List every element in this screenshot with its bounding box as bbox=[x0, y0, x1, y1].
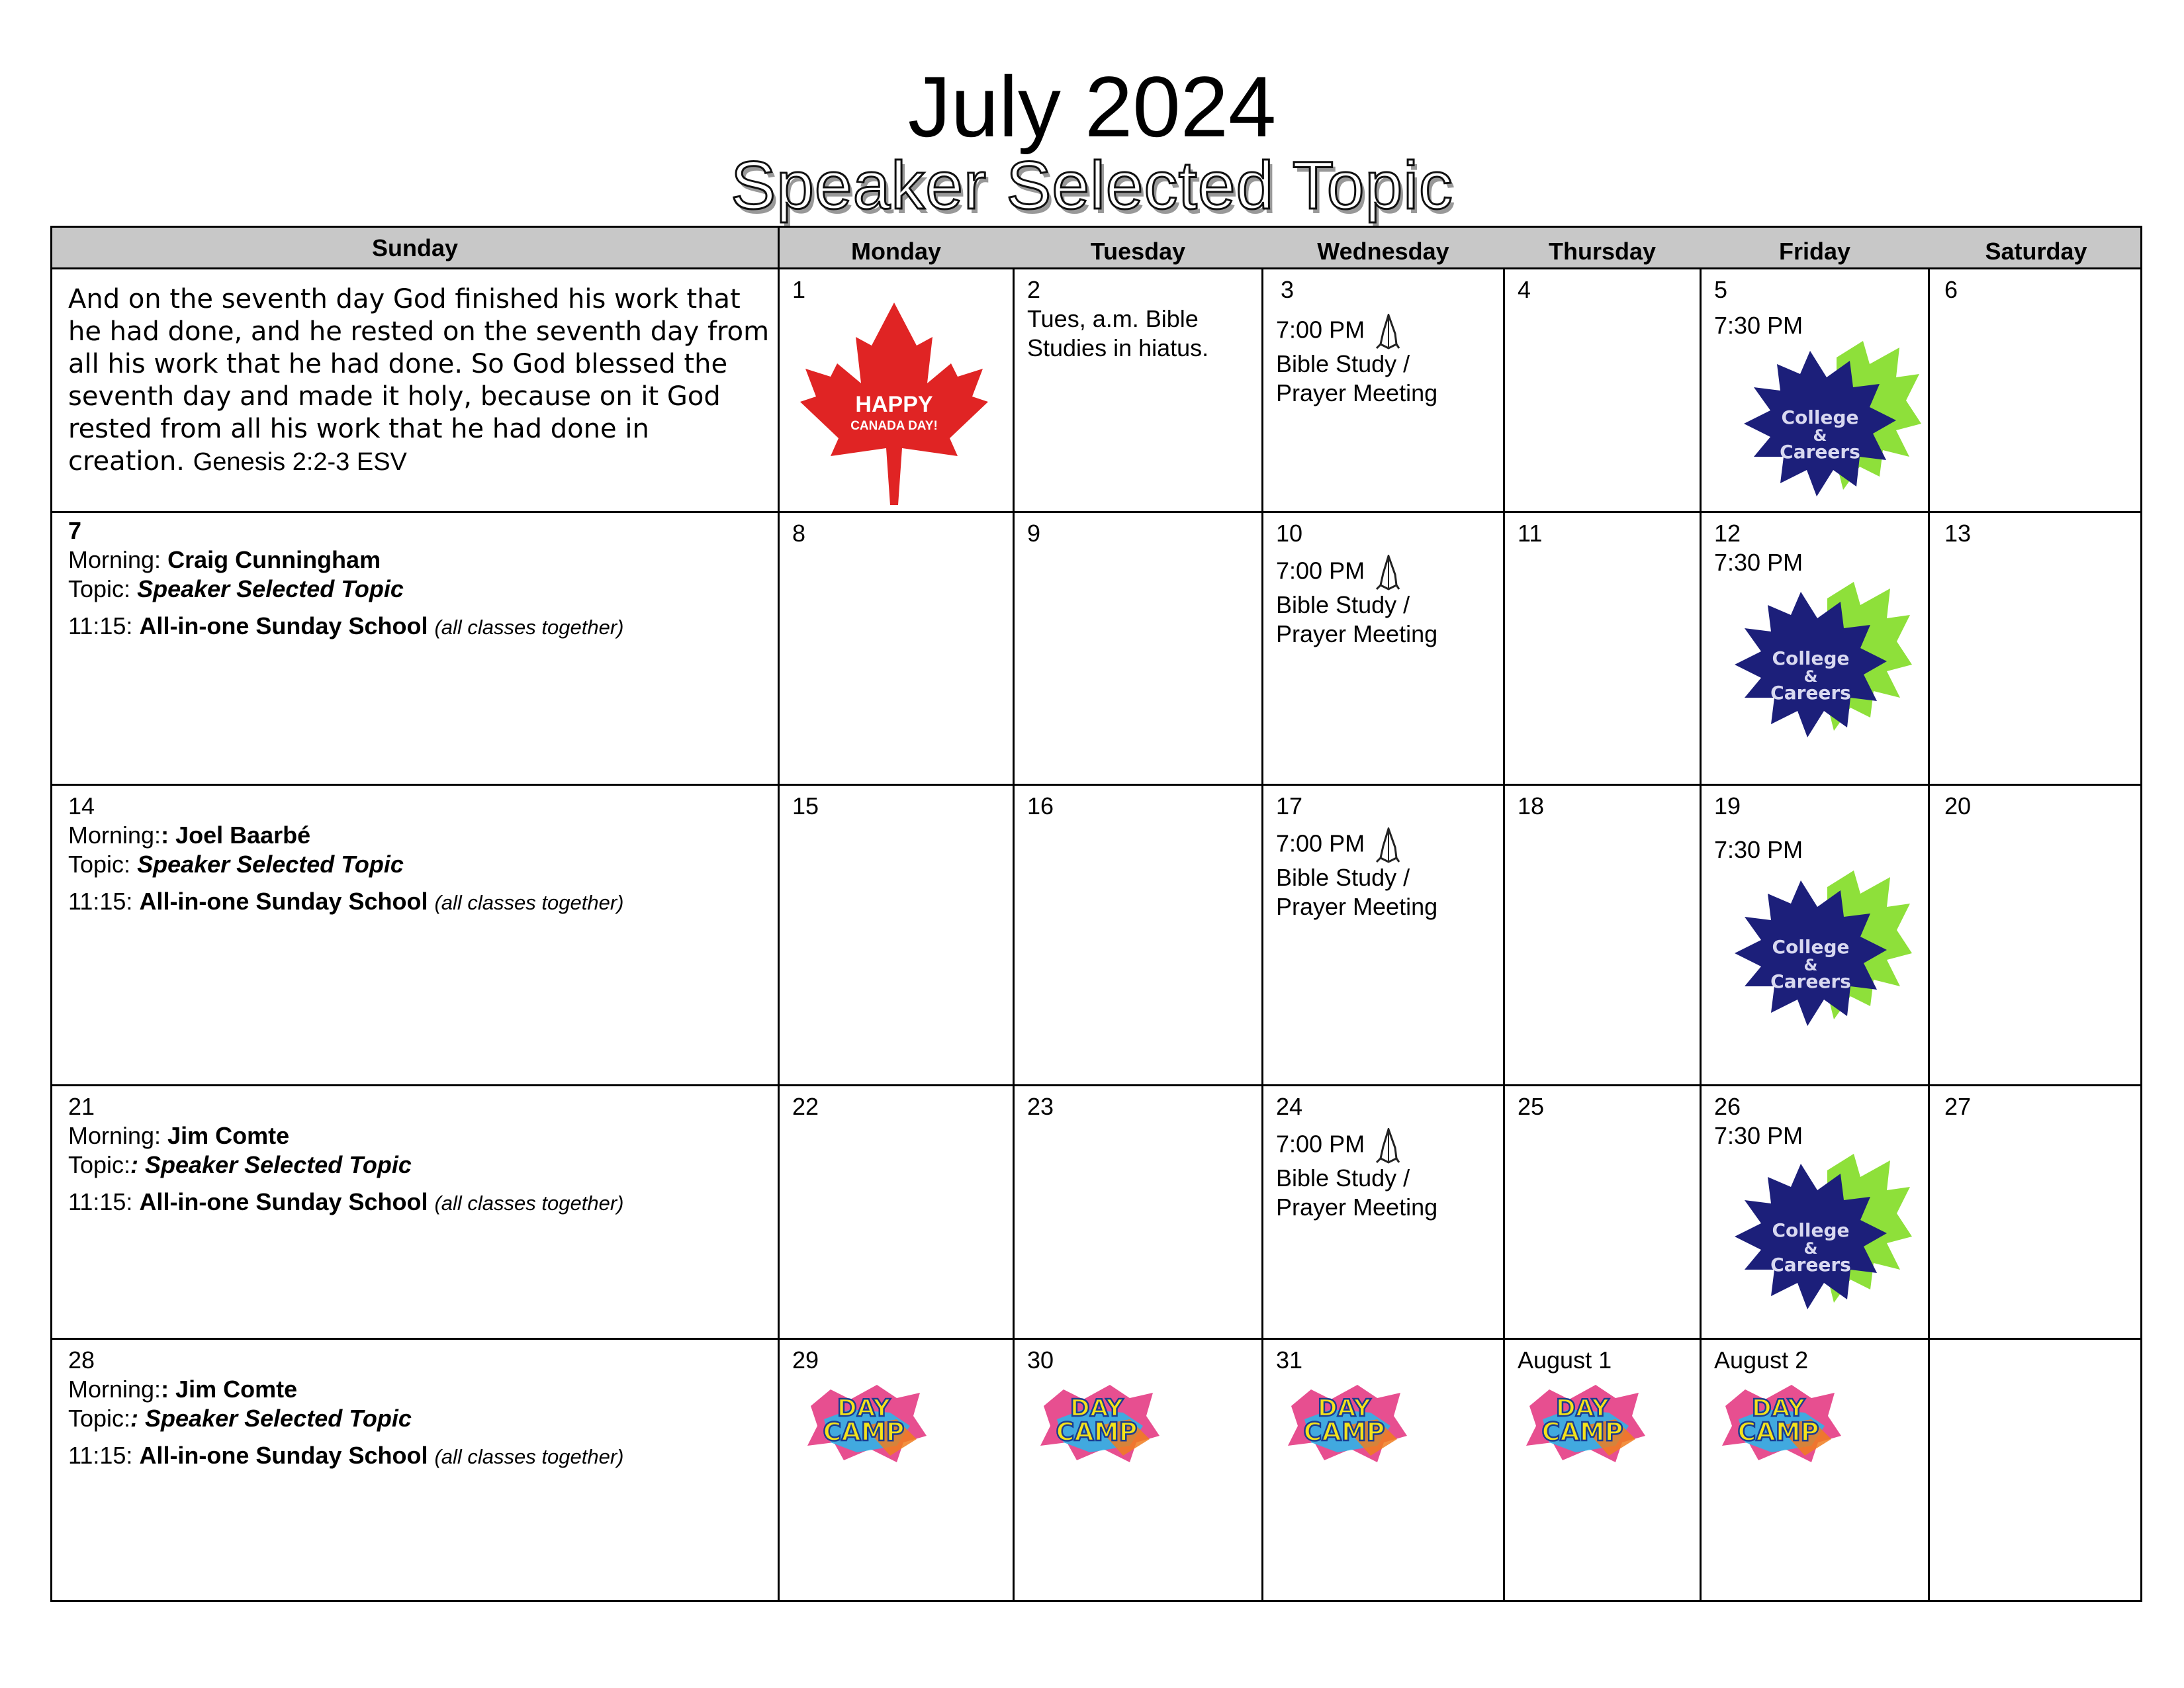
day-number: 16 bbox=[1027, 792, 1054, 820]
header-monday: Monday bbox=[850, 238, 941, 265]
day-text: DAY bbox=[1317, 1395, 1371, 1422]
column-divider bbox=[1261, 267, 1263, 1600]
college-careers-logo bbox=[1728, 579, 1913, 744]
day-number: 5 bbox=[1714, 276, 1728, 303]
praying-hands-icon bbox=[1374, 314, 1400, 350]
topic-value: Speaker Selected Topic bbox=[137, 575, 404, 602]
camp-text: CAMP bbox=[1541, 1417, 1623, 1446]
day-number: 24 bbox=[1276, 1093, 1303, 1120]
row-divider bbox=[52, 267, 2140, 269]
sunday-cell-7 bbox=[68, 516, 770, 642]
day-number: 14 bbox=[68, 792, 95, 820]
college-careers-logo bbox=[1737, 338, 1923, 503]
header-thursday: Thursday bbox=[1548, 238, 1657, 265]
day-number: 25 bbox=[1518, 1093, 1545, 1120]
day-number: 31 bbox=[1276, 1346, 1303, 1374]
day-camp-logo bbox=[1712, 1380, 1844, 1466]
school-time: 11:15: bbox=[68, 1188, 133, 1215]
verse-text: And on the seventh day God finished his work that he had done, and he rested on the seventh day from all his work that he had done. So God blessed the seventh day and made it holy, because on it God rested from all his work that he had done in creation. bbox=[68, 284, 770, 477]
wednesday-event bbox=[1276, 555, 1437, 649]
row-divider bbox=[52, 1338, 2140, 1340]
event-line: Prayer Meeting bbox=[1276, 893, 1438, 920]
day-number: 1 bbox=[792, 276, 806, 303]
wednesday-event bbox=[1276, 1128, 1437, 1222]
sunday-cell-14 bbox=[68, 792, 770, 917]
topic-value: : Speaker Selected Topic bbox=[130, 1405, 412, 1432]
day-number: 20 bbox=[1944, 792, 1972, 820]
college-text: College bbox=[1781, 406, 1859, 428]
event-line: Prayer Meeting bbox=[1276, 1194, 1438, 1221]
maple-leaf-icon bbox=[799, 303, 989, 505]
sunday-cell-21 bbox=[68, 1092, 770, 1218]
header-friday: Friday bbox=[1778, 238, 1851, 265]
event-line: Bible Study / bbox=[1276, 591, 1410, 618]
column-divider bbox=[1013, 267, 1015, 1600]
topic-label: Topic: bbox=[68, 575, 131, 602]
verse-reference: Genesis 2:2-3 ESV bbox=[193, 448, 407, 476]
college-careers-logo bbox=[1728, 1150, 1913, 1316]
event-time: 7:30 PM bbox=[1714, 1122, 1803, 1149]
wednesday-event bbox=[1276, 827, 1437, 921]
praying-hands-icon bbox=[1374, 555, 1400, 590]
header-saturday: Saturday bbox=[1985, 238, 2087, 265]
school-time: 11:15: bbox=[68, 888, 133, 915]
day-camp-logo bbox=[797, 1380, 930, 1466]
column-divider bbox=[778, 228, 780, 1600]
event-line: Prayer Meeting bbox=[1276, 620, 1438, 647]
ampersand-text: & bbox=[1803, 1239, 1818, 1258]
day-number: 21 bbox=[68, 1093, 95, 1120]
day-number: 9 bbox=[1027, 520, 1041, 547]
ampersand-text: & bbox=[1803, 667, 1818, 686]
careers-text: Careers bbox=[1770, 682, 1851, 704]
header-sunday: Sunday bbox=[371, 234, 459, 261]
school-note: (all classes together) bbox=[434, 1192, 624, 1215]
column-divider bbox=[1503, 267, 1505, 1600]
day-text: DAY bbox=[1555, 1395, 1610, 1422]
morning-label: Morning: bbox=[68, 1122, 161, 1149]
tuesday-note: Tues, a.m. Bible Studies in hiatus. bbox=[1027, 305, 1209, 361]
school-label: All-in-one Sunday School bbox=[139, 1188, 428, 1215]
school-label: All-in-one Sunday School bbox=[139, 888, 428, 915]
row-divider bbox=[52, 784, 2140, 786]
day-number: 7 bbox=[68, 517, 82, 544]
event-time: 7:30 PM bbox=[1714, 836, 1803, 863]
canada-day-text-1: HAPPY bbox=[855, 392, 933, 417]
day-number: 29 bbox=[792, 1346, 819, 1374]
day-number: 22 bbox=[792, 1093, 819, 1120]
day-number: 27 bbox=[1944, 1093, 1972, 1120]
day-number: 6 bbox=[1944, 276, 1958, 303]
calendar-grid bbox=[50, 226, 2142, 1602]
topic-value: : Speaker Selected Topic bbox=[130, 1151, 412, 1178]
event-time: 7:00 PM bbox=[1276, 557, 1365, 585]
day-camp-logo bbox=[1030, 1380, 1163, 1466]
event-line: Bible Study / bbox=[1276, 864, 1410, 891]
speaker-name: Jim Comte bbox=[167, 1122, 290, 1149]
column-divider bbox=[1700, 267, 1702, 1600]
day-camp-logo bbox=[1516, 1380, 1649, 1466]
day-number: 17 bbox=[1276, 792, 1303, 820]
day-number: August 1 bbox=[1518, 1346, 1612, 1374]
school-note: (all classes together) bbox=[434, 1445, 624, 1468]
day-number: 10 bbox=[1276, 520, 1303, 547]
header-tuesday: Tuesday bbox=[1090, 238, 1186, 265]
camp-text: CAMP bbox=[1737, 1417, 1819, 1446]
school-label: All-in-one Sunday School bbox=[139, 612, 428, 639]
morning-label: Morning: bbox=[68, 821, 161, 849]
speaker-name: : Jim Comte bbox=[161, 1376, 298, 1403]
school-note: (all classes together) bbox=[434, 891, 624, 914]
topic-label: Topic: bbox=[68, 1151, 131, 1178]
event-time: 7:00 PM bbox=[1276, 829, 1365, 857]
school-time: 11:15: bbox=[68, 1442, 133, 1469]
header-wednesday: Wednesday bbox=[1317, 238, 1449, 265]
day-number: 26 bbox=[1714, 1093, 1741, 1120]
day-number: 3 bbox=[1281, 276, 1295, 303]
topic-value: Speaker Selected Topic bbox=[137, 851, 404, 878]
college-text: College bbox=[1772, 1219, 1850, 1241]
event-line: Bible Study / bbox=[1276, 350, 1410, 377]
day-number: 19 bbox=[1714, 792, 1741, 820]
day-number: 8 bbox=[792, 520, 806, 547]
page-title: July 2024 bbox=[907, 58, 1277, 155]
column-divider bbox=[1928, 267, 1930, 1600]
day-number: 13 bbox=[1944, 520, 1972, 547]
camp-text: CAMP bbox=[1303, 1417, 1385, 1446]
school-label: All-in-one Sunday School bbox=[139, 1442, 428, 1469]
school-note: (all classes together) bbox=[434, 616, 624, 639]
event-time: 7:30 PM bbox=[1714, 312, 1803, 339]
careers-text: Careers bbox=[1770, 1254, 1851, 1276]
event-line: Prayer Meeting bbox=[1276, 379, 1438, 406]
school-time: 11:15: bbox=[68, 612, 133, 639]
wednesday-event bbox=[1276, 314, 1437, 408]
day-number: 15 bbox=[792, 792, 819, 820]
event-line: Bible Study / bbox=[1276, 1164, 1410, 1192]
day-number: 23 bbox=[1027, 1093, 1054, 1120]
day-number: 4 bbox=[1518, 276, 1531, 303]
day-text: DAY bbox=[837, 1395, 891, 1422]
morning-label: Morning: bbox=[68, 1376, 161, 1403]
careers-text: Careers bbox=[1770, 970, 1851, 992]
day-camp-logo bbox=[1278, 1380, 1410, 1466]
page-subtitle: Speaker Selected Topic bbox=[731, 148, 1453, 223]
careers-text: Careers bbox=[1780, 441, 1860, 463]
event-time: 7:00 PM bbox=[1276, 1130, 1365, 1158]
day-cell-tue-2 bbox=[1027, 275, 1252, 363]
day-text: DAY bbox=[1751, 1395, 1805, 1422]
day-text: DAY bbox=[1069, 1395, 1124, 1422]
college-text: College bbox=[1772, 647, 1850, 669]
verse-cell bbox=[68, 283, 770, 479]
day-number: 12 bbox=[1714, 520, 1741, 547]
camp-text: CAMP bbox=[1056, 1417, 1138, 1446]
row-divider bbox=[52, 1084, 2140, 1086]
college-text: College bbox=[1772, 936, 1850, 958]
day-number: August 2 bbox=[1714, 1346, 1809, 1374]
topic-label: Topic: bbox=[68, 851, 131, 878]
ampersand-text: & bbox=[1813, 426, 1827, 445]
canada-day-text-2: CANADA DAY! bbox=[850, 419, 938, 433]
speaker-name: : Joel Baarbé bbox=[161, 821, 311, 849]
ampersand-text: & bbox=[1803, 956, 1818, 974]
event-time: 7:30 PM bbox=[1714, 549, 1803, 576]
day-number: 28 bbox=[68, 1346, 95, 1374]
praying-hands-icon bbox=[1374, 827, 1400, 863]
speaker-name: Craig Cunningham bbox=[167, 546, 381, 573]
college-careers-logo bbox=[1728, 867, 1913, 1033]
topic-label: Topic: bbox=[68, 1405, 131, 1432]
day-number: 30 bbox=[1027, 1346, 1054, 1374]
day-number: 2 bbox=[1027, 276, 1041, 303]
morning-label: Morning: bbox=[68, 546, 161, 573]
event-time: 7:00 PM bbox=[1276, 316, 1365, 344]
row-divider bbox=[52, 511, 2140, 513]
praying-hands-icon bbox=[1374, 1128, 1400, 1164]
camp-text: CAMP bbox=[823, 1417, 905, 1446]
sunday-cell-28 bbox=[68, 1346, 770, 1472]
day-number: 18 bbox=[1518, 792, 1545, 820]
day-number: 11 bbox=[1518, 520, 1543, 547]
